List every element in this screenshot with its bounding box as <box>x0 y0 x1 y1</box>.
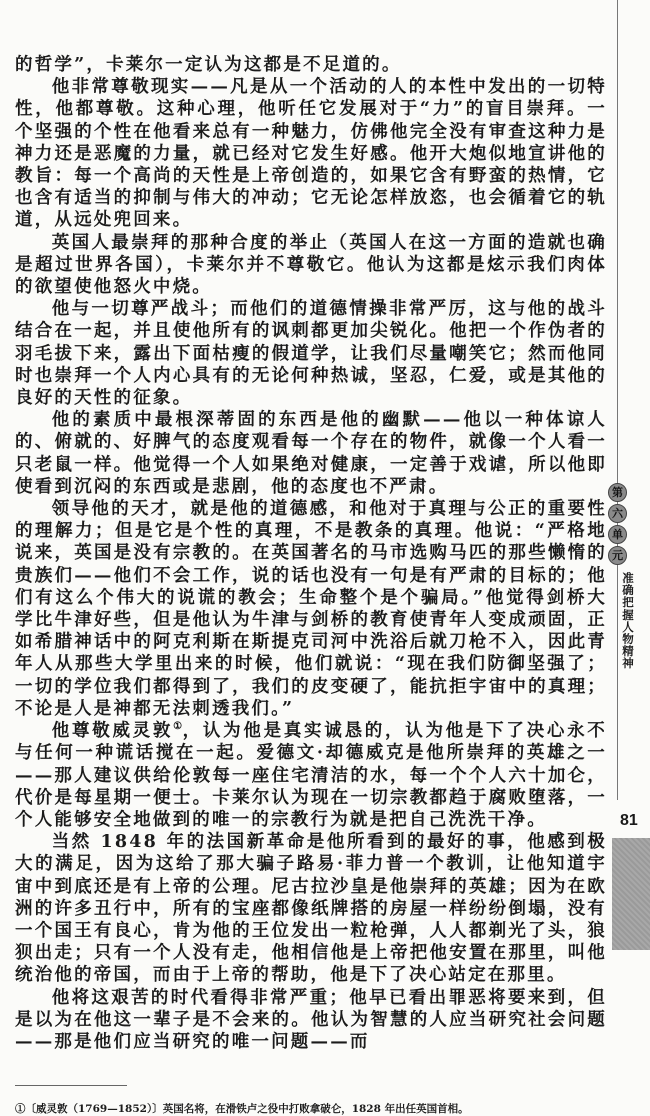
paragraph: 他将这艰苦的时代看得非常严重；他早已看出罪恶将要来到，但是以为在他这一辈子是不会来的。他认为智慧的人应当研究社会问题——那是他们应当研究的唯一问题——而 <box>15 987 607 1052</box>
paragraph: 当然 1848 年的法国新革命是他所看到的最好的事，他感到极大的满足，因为这给了那大骗子路易·菲力普一个教训，让他知道宇宙中到底还是有上帝的公理。尼古拉沙皇是他崇拜的英雄；因为在欧洲的许多丑行中，所有的宝座都像纸牌搭的房屋一样纷纷倒塌，没有一个国王有良心，肯为他的王位发出一粒枪弹，人人都剃光了头，狼狈出走；只有一个人没有走，他相信他是上帝把他安置在那里，叫他统治他的帝国，而由于上帝的帮助，他是下了决心站定在那里。 <box>15 832 607 986</box>
unit-badge <box>608 483 627 567</box>
page-number: 81 <box>620 812 638 829</box>
footnote: ①〔威灵敦（1769—1852）〕英国名将，在滑铁卢之役中打败拿破仑，1828 年出任英国首相。 <box>15 1103 469 1116</box>
unit-char-circle: 第 <box>608 483 627 502</box>
unit-char-circle: 元 <box>608 546 627 565</box>
paragraph: 的哲学”，卡莱尔一定认为这都是不足道的。 <box>15 55 402 75</box>
margin-rule <box>617 0 618 800</box>
page-content <box>15 54 607 1116</box>
unit-char-circle: 单 <box>608 525 627 544</box>
footnote-marker[interactable]: ① <box>173 721 183 733</box>
footnote-divider <box>15 1085 127 1086</box>
margin-tab <box>612 838 650 950</box>
unit-char-circle: 六 <box>608 504 627 523</box>
paragraph: 他的素质中最根深蒂固的东西是他的幽默——他以一种体谅人的、俯就的、好脾气的态度观看每一个存在的物件，就像一个人看一只老鼠一样。他觉得一个人如果绝对健康，一定善于戏谑，所以他即使看到沉闷的东西或是悲剧，他的态度也不严肃。 <box>15 410 607 497</box>
paragraph <box>15 720 607 831</box>
paragraph-rest: ，认为他是真实诚恳的，认为他是下了决心永不与任何一种谎话搅在一起。爱德文·却德威克是他所崇拜的英雄之一——那人建议供给伦敦每一座住宅清洁的水，每一个个人六十加仑，代价是每星期一便士。卡莱尔认为现在一切宗教都趋于腐败堕落，一个人能够安全地做到的唯一的宗教行为就是把自己洗洗干净。 <box>15 721 608 830</box>
paragraph: 他与一切尊严战斗；而他们的道德情操非常严厉，这与他的战斗结合在一起，并且使他所有的讽刺都更加尖锐化。他把一个作伪者的羽毛拔下来，露出下面枯瘦的假道学，让我们尽量嘲笑它；然而他同时也崇拜一个人内心具有的无论何种热诚，坚忍，仁爱，或是其他的良好的天性的征象。 <box>15 299 607 409</box>
paragraph: 英国人最崇拜的那种合度的举止（英国人在这一方面的造就也确是超过世界各国），卡莱尔并不尊敬它。他认为这都是炫示我们肉体的欲望使他怒火中烧。 <box>15 232 607 298</box>
paragraph: 领导他的天才，就是他的道德感，和他对于真理与公正的重要性的理解力；但是它是个性的真理，不是教条的真理。他说：“严格地说来，英国是没有宗教的。在英国著名的马市选购马匹的那些懒惰的贵族们——他们不会工作，说的话也没有一句是有严肃的目标的；他们有这么个伟大的说谎的教会；生命整个是个骗局。”他觉得剑桥大学比牛津好些，但是他认为牛津与剑桥的教育使青年人变成顽固，正如希腊神话中的阿克利斯在斯提克司河中洗浴后就刀枪不入，因此青年人从那些大学里出来的时候，他们就说：“现在我们防御坚强了；一切的学位我们都得到了，我们的皮变硬了，能抗拒宇宙中的真理；不论是人是神都无法刺透我们。” <box>15 499 607 719</box>
unit-title: 准确把握人物精神 <box>622 571 634 671</box>
body-text <box>15 54 607 1053</box>
paragraph-start: 他尊敬威灵敦 <box>51 721 174 742</box>
paragraph: 他非常尊敬现实——凡是从一个活动的人的本性中发出的一切特性，他都尊敬。这种心理，他听任它发展对于“力”的盲目崇拜。一个坚强的个性在他看来总有一种魅力，仿佛他完全没有审查这种力是神力还是恶魔的力量，就已经对它发生好感。他开大炮似地宣讲他的教旨：每一个高尚的天性是上帝创造的，如果它含有野蛮的热情，它也含有适当的抑制与伟大的冲动；它无论怎样放恣，也会循着它的轨道，从远处兜回来。 <box>15 77 607 231</box>
